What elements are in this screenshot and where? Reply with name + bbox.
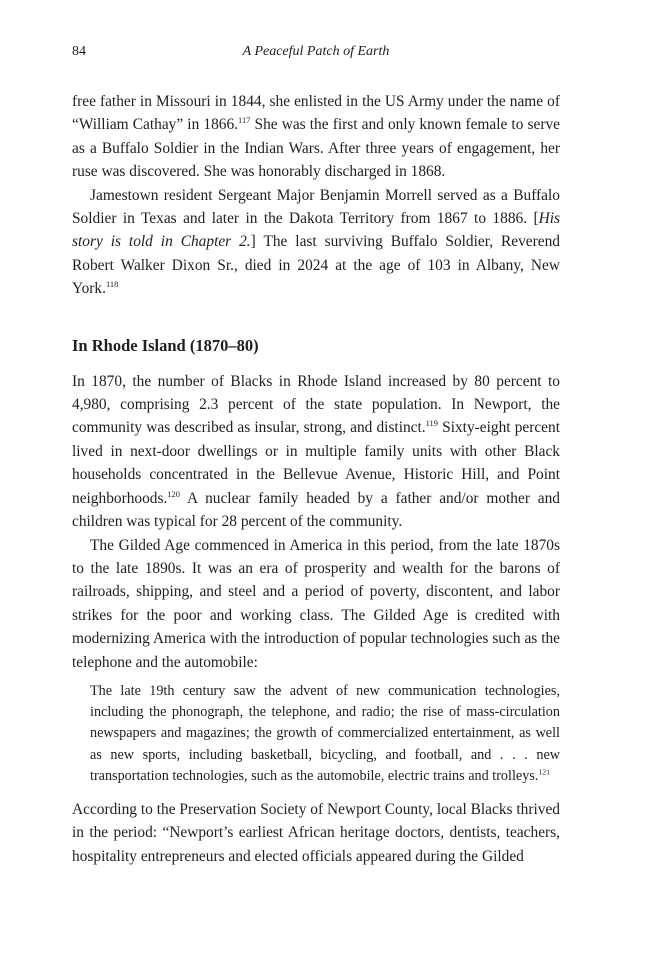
block-quote: The late 19th century saw the advent of new communication technologies, including the phonograph, the telephone, and radio; the rise of mass-circulation newspapers and magazines; the growth of commercialized entertainment, as well as new sports, including basketball, bicycling, and football, and . . . new transportation technologies, such as the automobile, electric trains and trolleys.$^{121}$ bbox=[90, 682, 560, 784]
paragraph-morrell: Jamestown resident Sergeant Major Benjamin Morrell served as a Buffalo Soldier in Texas and later in the Dakota Territory from 1867 to 1886. [His story is told in Chapter 2.] The last surviving Buffalo Soldier, Reverend Robert Walker Dixon Sr., died in 2024 at the age of 103 in Albany, New York.$^{118}$ bbox=[72, 186, 560, 298]
footnote-ref-117: 117 bbox=[238, 115, 251, 126]
body-text bbox=[72, 90, 560, 868]
page-number: 84 bbox=[72, 44, 86, 59]
footnote-ref-118: 118 bbox=[105, 279, 119, 290]
section-heading: In Rhode Island (1870–80) bbox=[72, 335, 259, 355]
cross-reference: His story is told in Chapter 2. bbox=[72, 210, 560, 251]
paragraph-population: In 1870, the number of Blacks in Rhode Island increased by 80 percent to 4,980, comprising 2.3 percent of the state population. In Newport, the community was described as insular, strong, and distinct.$^{119}$ Sixty-eight percent lived in next-door dwellings or in multiple family units with other Black households concentrated in the Bellevue Avenue, Historic Hill, and Point neighborhoods.$^{120}$ A nuclear family headed by a father and/or mother and children was typical for 28 percent of the community. bbox=[72, 372, 560, 531]
running-title: A Peaceful Patch of Earth bbox=[242, 44, 390, 59]
footnote-ref-119: 119 bbox=[425, 418, 439, 429]
footnote-ref-121: 121 bbox=[538, 767, 551, 777]
paragraph-cathay: free father in Missouri in 1844, she enlisted in the US Army under the name of “William Cathay” in 1866.$^{117}$ She was the first and only known female to serve as a Buffalo Soldier in the Indian Wars. After three years of engagement, her ruse was discovered. She was honorably discharged in 1868. bbox=[72, 93, 560, 181]
paragraph-gilded-age: The Gilded Age commenced in America in this period, from the late 1870s to the late 1890s. It was an era of prosperity and wealth for the barons of railroads, shipping, and steel and a period of poverty, discontent, and labor strikes for the poor and working class. The Gilded Age is credited with modernizing America with the introduction of popular technologies such as the telephone and the automobile: bbox=[72, 536, 560, 671]
footnote-ref-120: 120 bbox=[167, 488, 181, 499]
page-header bbox=[72, 44, 560, 64]
paragraph-preservation-society: According to the Preservation Society of Newport County, local Blacks thrived in the period: “Newport’s earliest African heritage doctors, dentists, teachers, hospitality entrepreneurs and elected officials appeared during the Gilded bbox=[72, 800, 560, 865]
